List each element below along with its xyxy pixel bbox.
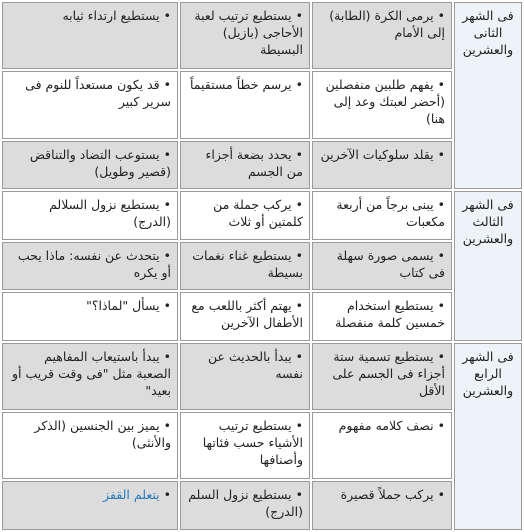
- milestone-cell: [180, 141, 310, 190]
- bullet-icon: •: [163, 77, 171, 93]
- table-row: [2, 292, 522, 341]
- milestone-cell: [312, 242, 452, 291]
- bullet-icon: •: [437, 247, 445, 263]
- milestone-text: يميز بين الجنسين (الذكر والأنثى): [34, 418, 171, 451]
- bullet-icon: •: [295, 197, 303, 213]
- bullet-icon: •: [437, 8, 445, 23]
- milestone-cell: [180, 191, 310, 240]
- bullet-icon: •: [163, 487, 171, 503]
- bullet-icon: •: [437, 298, 445, 314]
- table-row: [2, 141, 522, 190]
- milestone-text: يبدأ باستيعاب المفاهيم الصعبة مثل "فى وقت قريب أو بعيد": [12, 348, 171, 398]
- milestone-text: يركب جملاً قصيرة: [340, 487, 434, 503]
- table-row: [2, 412, 522, 479]
- month-label: فى الشهر الثالث والعشرين: [454, 191, 522, 341]
- bullet-icon: •: [295, 487, 303, 503]
- bullet-icon: •: [163, 348, 171, 364]
- bullet-icon: •: [437, 146, 445, 162]
- milestone-cell: [2, 242, 178, 291]
- milestones-table-body: [2, 2, 522, 530]
- table-row: [2, 343, 522, 410]
- bullet-icon: •: [163, 8, 171, 23]
- milestone-text: نصف كلامه مفهوم: [338, 418, 434, 434]
- milestone-text: يهتم أكثر باللعب مع الأطفال الآخرين: [191, 298, 303, 331]
- milestone-cell: [180, 242, 310, 291]
- milestone-cell: [312, 2, 452, 69]
- milestone-cell: [312, 292, 452, 341]
- bullet-icon: •: [295, 146, 303, 162]
- milestone-text: يرسم خطاً مستقيماً: [189, 77, 292, 93]
- month-label: فى الشهر الثانى والعشرين: [454, 2, 522, 189]
- bullet-icon: •: [437, 348, 445, 364]
- milestone-cell: [180, 71, 310, 138]
- milestone-text: يستطيع ترتيب لعبة الأحاجى (بازيل) البسيطة: [194, 8, 303, 57]
- milestone-cell: [180, 2, 310, 69]
- milestone-text: يتعلم القفز: [103, 487, 160, 503]
- table-row: [2, 2, 522, 69]
- milestone-text: يسمى صورة سهلة فى كتاب: [336, 247, 445, 280]
- milestone-cell: [180, 412, 310, 479]
- milestone-cell: [312, 481, 452, 530]
- bullet-icon: •: [163, 418, 171, 434]
- bullet-icon: •: [163, 146, 171, 162]
- milestone-cell: [2, 141, 178, 190]
- milestone-cell: [180, 292, 310, 341]
- bullet-icon: •: [163, 298, 171, 314]
- milestone-cell: [312, 191, 452, 240]
- bullet-icon: •: [437, 77, 445, 93]
- milestone-cell: [312, 71, 452, 138]
- milestone-text: يرمى الكرة (الطابة) إلى الأمام: [329, 8, 445, 40]
- milestone-text: يحدد بضعة أجزاء من الجسم: [205, 146, 303, 179]
- milestone-text: يقلد سلوكيات الآخرين: [320, 146, 434, 162]
- milestone-text: يتحدث عن نفسه: ماذا يحب أو يكره: [17, 247, 171, 280]
- milestone-text: يفهم طلبين منفصلين (أحضر لعبتك وعد إلى هنا): [325, 77, 445, 127]
- month-label: فى الشهر الرابع والعشرين: [454, 343, 522, 530]
- milestone-cell: [2, 481, 178, 530]
- bullet-icon: •: [295, 8, 303, 23]
- bullet-icon: •: [295, 247, 303, 263]
- milestone-text: يستطيع ارتداء ثيابه: [62, 8, 160, 23]
- milestone-text: يستطيع غناء نغمات بسيطة: [192, 247, 303, 280]
- milestone-text: يستطيع نزول السلالم (الدرج): [49, 197, 171, 230]
- milestone-cell: [2, 2, 178, 69]
- milestone-text: يركب جملة من كلمتين أو ثلاث: [213, 197, 303, 230]
- bullet-icon: •: [437, 418, 445, 434]
- milestone-text: قد يكون مستعداً للنوم فى سرير كبير: [25, 77, 171, 110]
- table-row: [2, 71, 522, 138]
- milestone-text: يسأل "لماذا؟": [86, 298, 160, 314]
- table-row: [2, 481, 522, 530]
- milestone-text: يبنى برجاً من أربعة مكعبات: [336, 197, 445, 230]
- milestone-cell: [180, 343, 310, 410]
- bullet-icon: •: [295, 298, 303, 314]
- milestone-cell: [2, 412, 178, 479]
- milestone-cell: [312, 412, 452, 479]
- milestone-text: يستطيع نزول السلم (الدرج): [188, 487, 303, 520]
- table-row: [2, 191, 522, 240]
- bullet-icon: •: [437, 197, 445, 213]
- milestone-text: يستطيع تسمية ستة أجزاء فى الجسم على الأقل: [332, 348, 445, 398]
- table-row: [2, 242, 522, 291]
- bullet-icon: •: [295, 418, 303, 434]
- milestone-cell: [2, 71, 178, 138]
- milestone-cell: [180, 481, 310, 530]
- bullet-icon: •: [163, 197, 171, 213]
- milestone-text: يستطيع ترتيب الأشياء حسب فئاتها وأصنافها: [202, 418, 303, 468]
- bullet-icon: •: [163, 247, 171, 263]
- bullet-icon: •: [437, 487, 445, 503]
- milestone-cell: [312, 141, 452, 190]
- milestone-cell: [2, 343, 178, 410]
- bullet-icon: •: [295, 77, 303, 93]
- bullet-icon: •: [295, 348, 303, 364]
- milestone-cell: [312, 343, 452, 410]
- milestone-text: يستطيع استخدام خمسين كلمة منفصلة: [335, 298, 445, 331]
- milestone-cell: [2, 191, 178, 240]
- milestone-text: يبدأ بالحديث عن نفسه: [207, 348, 303, 381]
- milestone-text: يستوعب التضاد والتناقض (قصير وطويل): [29, 146, 171, 179]
- milestone-cell: [2, 292, 178, 341]
